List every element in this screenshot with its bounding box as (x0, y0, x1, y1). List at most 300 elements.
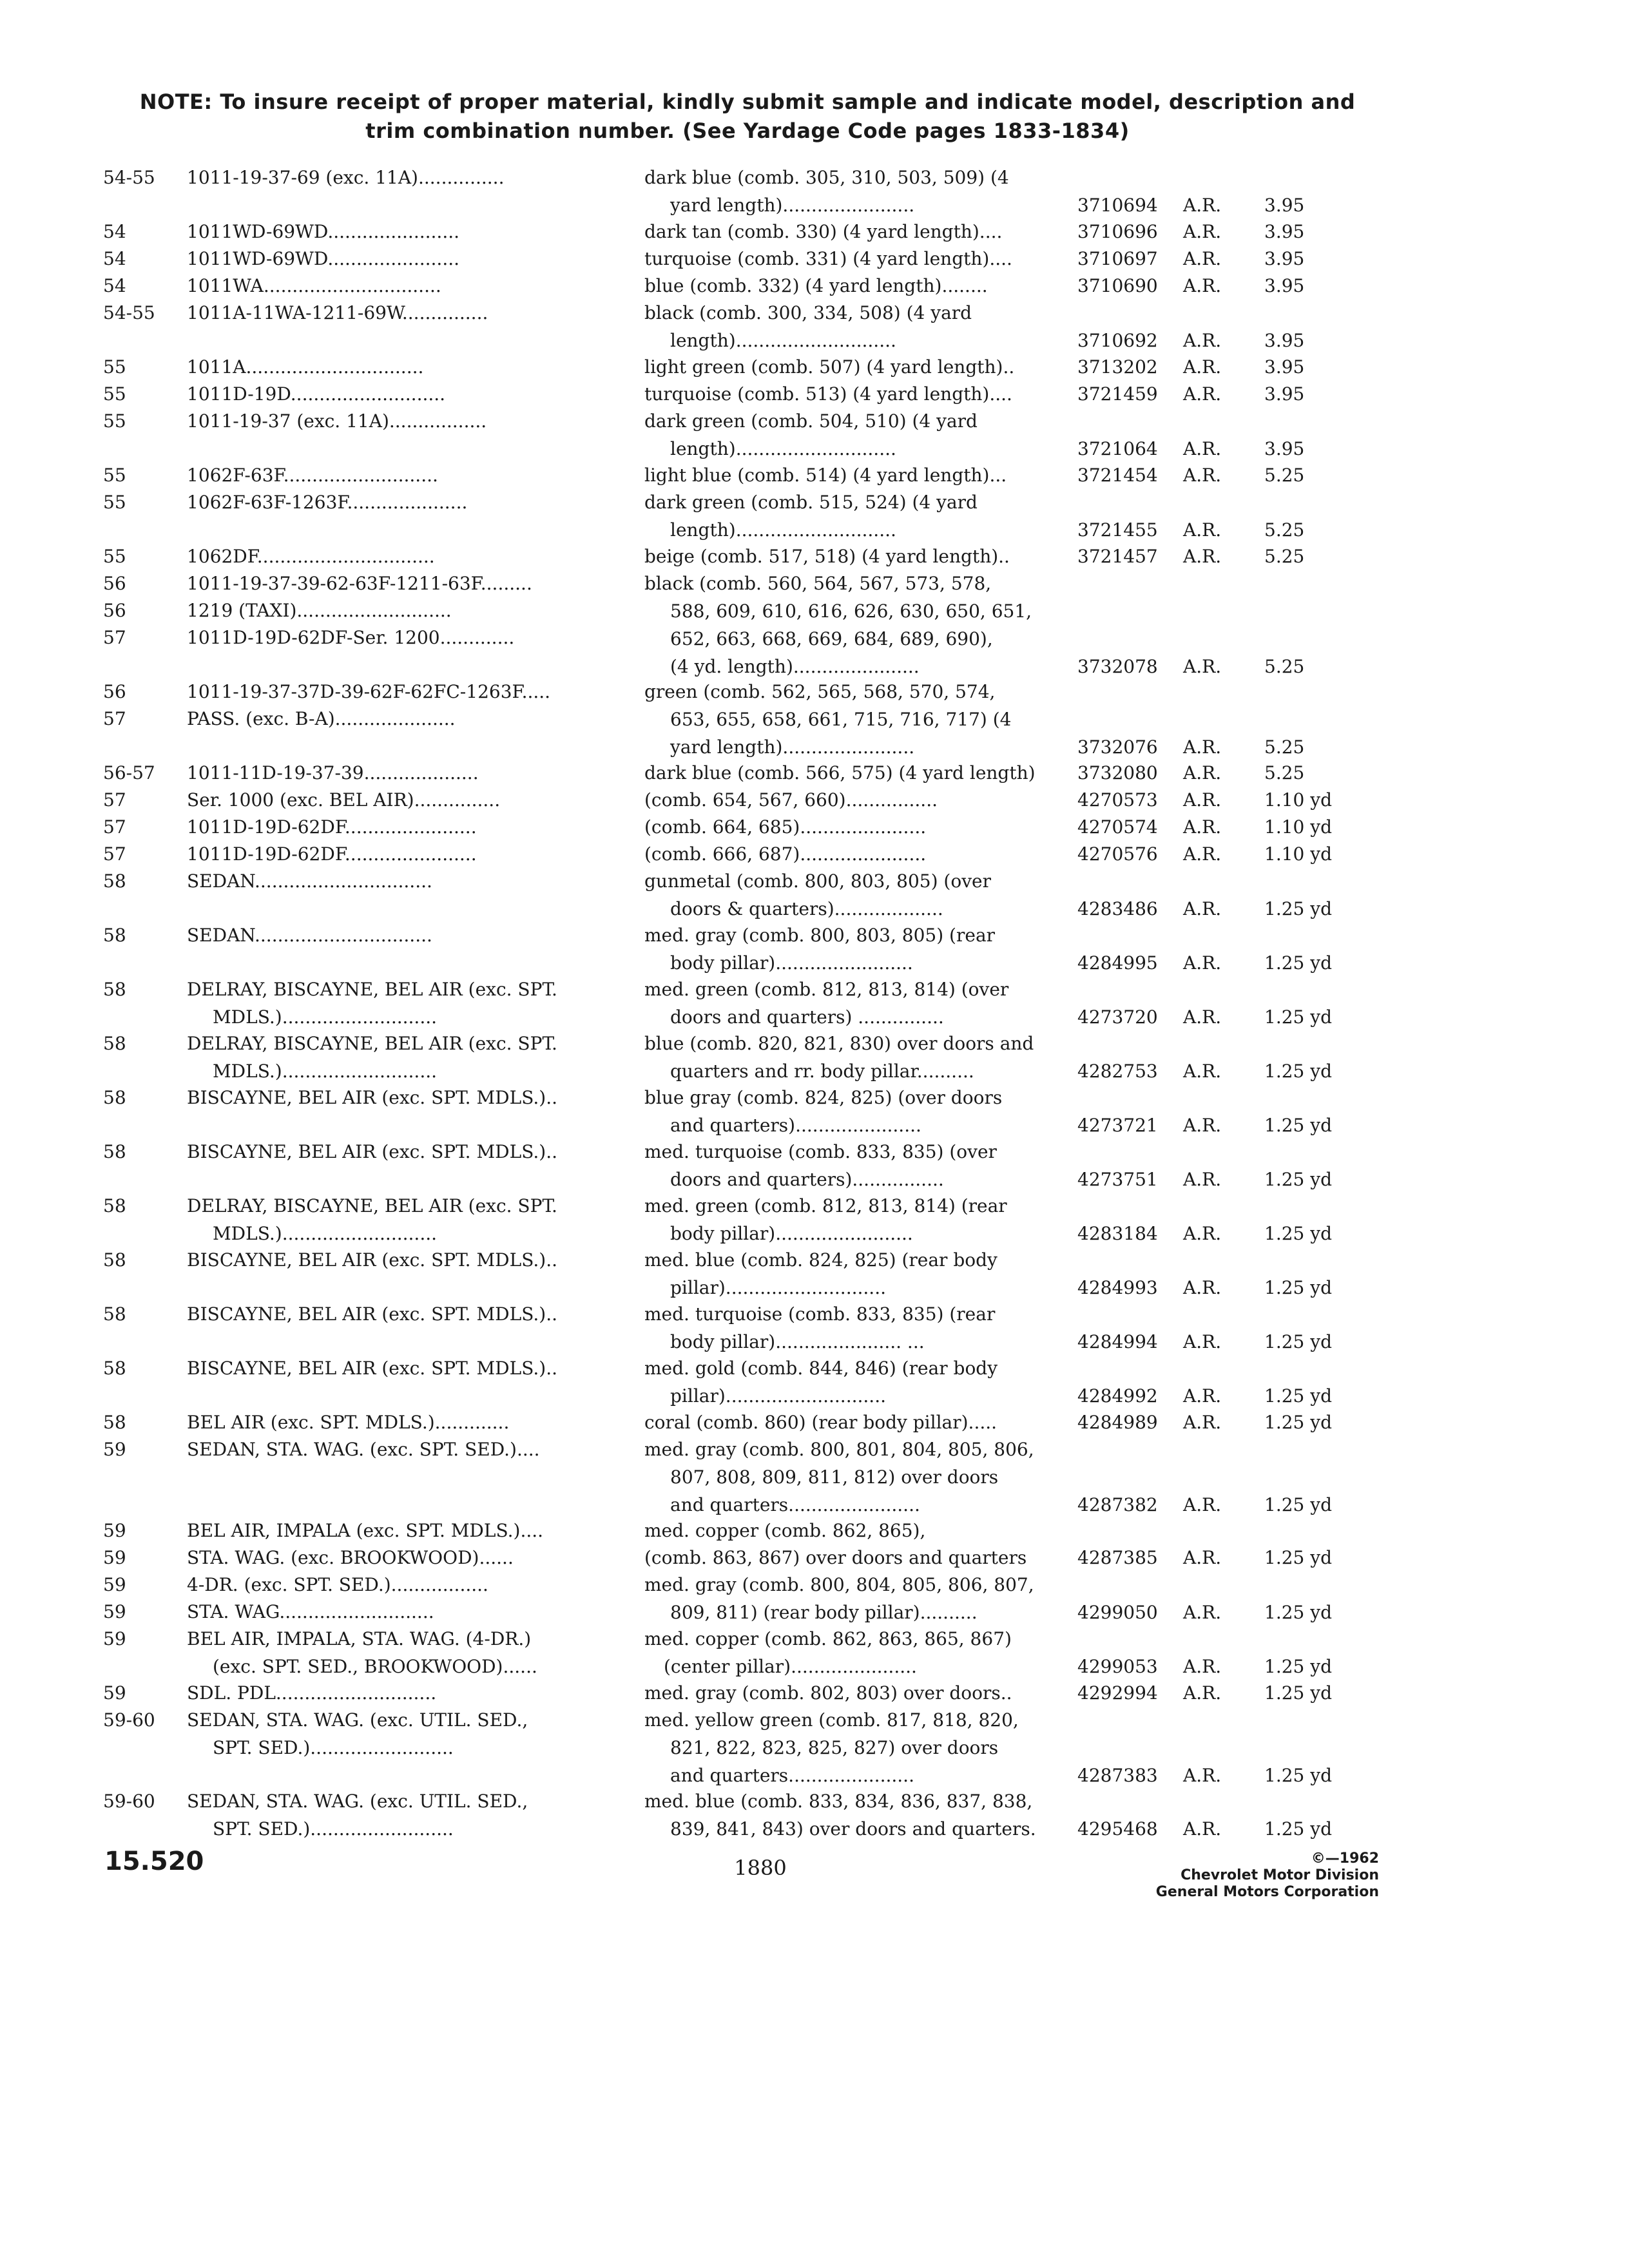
model-line: 1011D-19D........................... (187, 383, 446, 405)
price: 1.25 yd (1264, 1494, 1332, 1515)
description (644, 1300, 1070, 1356)
description (644, 1544, 1070, 1571)
price: 1.25 yd (1264, 1602, 1332, 1623)
model-designation (187, 1517, 593, 1544)
description (644, 921, 1070, 977)
model-line: BISCAYNE, BEL AIR (exc. SPT. MDLS.).. (187, 1141, 557, 1162)
quantity: A.R. (1183, 898, 1222, 919)
model-designation (187, 407, 593, 435)
description (644, 407, 1070, 463)
model-line: 1062DF............................... (187, 546, 435, 567)
model-line: MDLS.)........................... (213, 1061, 438, 1082)
model-year: 59-60 (103, 1791, 155, 1812)
model-designation (187, 1679, 593, 1707)
description (644, 570, 1070, 680)
part-number: 4270573 (1077, 789, 1158, 811)
model-line: STA. WAG........................... (187, 1601, 434, 1622)
model-line: PASS. (exc. B-A)..................... (187, 708, 456, 729)
model-year: 54-55 (103, 302, 155, 323)
quantity: A.R. (1183, 248, 1222, 269)
model-designation (187, 164, 593, 191)
description-line: (comb. 664, 685)...................... (644, 816, 927, 838)
model-designation (187, 1246, 593, 1274)
description-line: and quarters...................... (670, 1765, 914, 1786)
description (644, 1625, 1070, 1680)
model-designation (187, 1436, 593, 1463)
description-line: pillar)............................ (670, 1277, 887, 1298)
quantity: A.R. (1183, 356, 1222, 378)
division-name: Chevrolet Motor Division (1181, 1867, 1379, 1883)
quantity: A.R. (1183, 221, 1222, 242)
description (644, 272, 1070, 300)
quantity: A.R. (1183, 438, 1222, 459)
quantity: A.R. (1183, 1682, 1222, 1704)
model-line: 1011-19-37-37D-39-62F-62FC-1263F..... (187, 681, 551, 702)
price: 1.25 yd (1264, 1682, 1332, 1704)
model-line: SPT. SED.)......................... (213, 1818, 454, 1840)
description-line: med. yellow green (comb. 817, 818, 820, (644, 1709, 1019, 1731)
description (644, 1679, 1070, 1707)
part-number: 4287385 (1077, 1547, 1158, 1568)
description-line: dark blue (comb. 566, 575) (4 yard length) (644, 762, 1036, 783)
description (644, 1084, 1070, 1139)
part-number: 4270574 (1077, 816, 1158, 838)
description-line: 653, 655, 658, 661, 715, 716, 717) (4 (670, 709, 1012, 730)
model-designation (187, 299, 593, 327)
model-line: 1011WD-69WD....................... (187, 221, 460, 242)
model-year: 59 (103, 1682, 126, 1704)
price: 5.25 (1264, 762, 1305, 783)
part-number: 3732080 (1077, 762, 1158, 783)
quantity: A.R. (1183, 1006, 1222, 1028)
description-line: 807, 808, 809, 811, 812) over doors (670, 1466, 999, 1488)
publisher-block (1095, 1850, 1379, 1901)
description-line: coral (comb. 860) (rear body pillar)..... (644, 1412, 998, 1433)
description-line: (comb. 863, 867) over doors and quarters (644, 1547, 1027, 1568)
quantity: A.R. (1183, 1494, 1222, 1515)
price: 1.25 yd (1264, 1656, 1332, 1677)
description-line: 809, 811) (rear body pillar).......... (670, 1602, 978, 1623)
part-number: 4299050 (1077, 1602, 1158, 1623)
model-year: 58 (103, 1412, 126, 1433)
model-designation (187, 380, 593, 408)
quantity: A.R. (1183, 1602, 1222, 1623)
description (644, 164, 1070, 219)
model-line: 1011-11D-19-37-39.................... (187, 762, 479, 783)
model-designation (187, 840, 593, 868)
model-line: SPT. SED.)......................... (213, 1737, 454, 1758)
description-line: (4 yd. length)...................... (670, 656, 920, 677)
price: 1.25 yd (1264, 1115, 1332, 1136)
model-year: 57 (103, 816, 126, 838)
model-year: 56 (103, 681, 126, 702)
description (644, 786, 1070, 814)
model-line: 1011D-19D-62DF....................... (187, 816, 477, 838)
description-line: med. gray (comb. 800, 803, 805) (rear (644, 925, 996, 946)
model-year: 58 (103, 1033, 126, 1054)
model-designation (187, 1300, 593, 1328)
model-year: 58 (103, 925, 126, 946)
model-year: 58 (103, 1087, 126, 1108)
description-line: 821, 822, 823, 825, 827) over doors (670, 1737, 999, 1758)
model-year: 58 (103, 1195, 126, 1216)
price: 3.95 (1264, 438, 1305, 459)
model-designation (187, 813, 593, 841)
model-line: 1011-19-37-69 (exc. 11A)............... (187, 167, 505, 188)
description-line: body pillar)........................ (670, 952, 913, 974)
model-line: 1062F-63F-1263F..................... (187, 492, 468, 513)
part-number: 3721454 (1077, 465, 1158, 486)
description-line: length)............................ (670, 519, 896, 541)
model-year: 59 (103, 1439, 126, 1460)
description (644, 759, 1070, 787)
quantity: A.R. (1183, 1223, 1222, 1244)
part-number: 4295468 (1077, 1818, 1158, 1840)
model-line: BISCAYNE, BEL AIR (exc. SPT. MDLS.).. (187, 1358, 557, 1379)
description-line: turquoise (comb. 513) (4 yard length).... (644, 383, 1012, 405)
description-line: yard length)....................... (670, 736, 915, 758)
price: 3.95 (1264, 195, 1305, 216)
description (644, 678, 1070, 761)
quantity: A.R. (1183, 736, 1222, 758)
description-line: blue (comb. 820, 821, 830) over doors and (644, 1033, 1034, 1054)
description (644, 1192, 1070, 1247)
quantity: A.R. (1183, 1656, 1222, 1677)
model-designation (187, 786, 593, 814)
model-year: 55 (103, 492, 126, 513)
description-line: body pillar)........................ (670, 1223, 913, 1244)
model-year: 59 (103, 1547, 126, 1568)
description-line: length)............................ (670, 438, 896, 459)
model-year: 57 (103, 843, 126, 865)
model-line: BEL AIR, IMPALA, STA. WAG. (4-DR.) (187, 1628, 532, 1649)
model-line: (exc. SPT. SED., BROOKWOOD)...... (213, 1656, 537, 1677)
quantity: A.R. (1183, 789, 1222, 811)
description-line: (center pillar)...................... (664, 1656, 917, 1677)
quantity: A.R. (1183, 816, 1222, 838)
price: 5.25 (1264, 546, 1305, 567)
model-line: BEL AIR (exc. SPT. MDLS.)............. (187, 1412, 510, 1433)
description (644, 1571, 1070, 1626)
price: 1.25 yd (1264, 1061, 1332, 1082)
description-line: med. blue (comb. 824, 825) (rear body (644, 1249, 998, 1271)
description-line: med. gray (comb. 802, 803) over doors.. (644, 1682, 1012, 1704)
price: 1.25 yd (1264, 1223, 1332, 1244)
model-line: 1062F-63F........................... (187, 465, 438, 486)
quantity: A.R. (1183, 762, 1222, 783)
price: 3.95 (1264, 221, 1305, 242)
description (644, 299, 1070, 354)
model-designation (187, 1084, 593, 1111)
price: 1.25 yd (1264, 1818, 1332, 1840)
model-year: 58 (103, 979, 126, 1000)
corporation-name: General Motors Corporation (1155, 1884, 1379, 1900)
model-line: BISCAYNE, BEL AIR (exc. SPT. MDLS.).. (187, 1087, 557, 1108)
description-line: (comb. 654, 567, 660)................ (644, 789, 938, 811)
part-number: 3710694 (1077, 195, 1158, 216)
model-line: MDLS.)........................... (213, 1223, 438, 1244)
description (644, 1246, 1070, 1302)
model-year: 54 (103, 248, 126, 269)
model-designation (187, 1706, 593, 1762)
model-year: 59 (103, 1520, 126, 1541)
description (644, 1138, 1070, 1193)
price: 1.25 yd (1264, 1331, 1332, 1352)
description-line: 588, 609, 610, 616, 626, 630, 650, 651, (670, 601, 1032, 622)
description-line: doors & quarters)................... (670, 898, 943, 919)
model-designation (187, 759, 593, 787)
quantity: A.R. (1183, 843, 1222, 865)
description (644, 488, 1070, 544)
model-designation (187, 1598, 593, 1626)
price: 3.95 (1264, 248, 1305, 269)
copyright: ©—1962 (1311, 1850, 1379, 1867)
part-number: 4284994 (1077, 1331, 1158, 1352)
description-line: and quarters....................... (670, 1494, 920, 1515)
price: 3.95 (1264, 383, 1305, 405)
description (644, 1787, 1070, 1843)
model-line: 1011A............................... (187, 356, 424, 378)
part-number: 4270576 (1077, 843, 1158, 865)
model-designation (187, 1354, 593, 1382)
description-line: green (comb. 562, 565, 568, 570, 574, (644, 681, 996, 702)
model-year: 56-57 (103, 762, 155, 783)
price: 3.95 (1264, 275, 1305, 296)
price: 5.25 (1264, 519, 1305, 541)
model-year: 54 (103, 221, 126, 242)
part-number: 3713202 (1077, 356, 1158, 378)
part-number: 3732078 (1077, 656, 1158, 677)
description-line: black (comb. 300, 334, 508) (4 yard (644, 302, 972, 323)
quantity: A.R. (1183, 1061, 1222, 1082)
description-line: body pillar)...................... ... (670, 1331, 925, 1352)
model-line: DELRAY, BISCAYNE, BEL AIR (exc. SPT. (187, 1195, 557, 1216)
model-designation (187, 461, 593, 489)
model-designation (187, 272, 593, 300)
description (644, 1517, 1070, 1544)
quantity: A.R. (1183, 546, 1222, 567)
price: 5.25 (1264, 736, 1305, 758)
description-line: doors and quarters)................ (670, 1169, 944, 1190)
description-line: 652, 663, 668, 669, 684, 689, 690), (670, 628, 993, 649)
price: 3.95 (1264, 356, 1305, 378)
part-number: 4282753 (1077, 1061, 1158, 1082)
model-year: 58 (103, 1358, 126, 1379)
model-designation (187, 921, 593, 949)
model-line: DELRAY, BISCAYNE, BEL AIR (exc. SPT. (187, 1033, 557, 1054)
model-designation (187, 1625, 593, 1680)
description-line: med. turquoise (comb. 833, 835) (over (644, 1141, 997, 1162)
description-line: med. copper (comb. 862, 863, 865, 867) (644, 1628, 1012, 1649)
quantity: A.R. (1183, 1277, 1222, 1298)
quantity: A.R. (1183, 952, 1222, 974)
model-line: 1011-19-37 (exc. 11A)................. (187, 410, 487, 432)
description-line: med. blue (comb. 833, 834, 836, 837, 838, (644, 1791, 1033, 1812)
model-line: BISCAYNE, BEL AIR (exc. SPT. MDLS.).. (187, 1303, 557, 1325)
description (644, 867, 1070, 923)
model-designation (187, 597, 593, 624)
model-year: 57 (103, 789, 126, 811)
model-designation (187, 624, 593, 651)
model-year: 59 (103, 1601, 126, 1622)
description-line: beige (comb. 517, 518) (4 yard length).. (644, 546, 1010, 567)
part-number: 4284989 (1077, 1412, 1158, 1433)
page-note: NOTE: To insure receipt of proper material, kindly submit sample and indicate model, description and trim combination number. (See Yardage Code pages 1833-1834) (139, 90, 1356, 143)
description-line: pillar)............................ (670, 1385, 887, 1407)
description-line: light blue (comb. 514) (4 yard length)... (644, 465, 1007, 486)
price: 1.25 yd (1264, 1547, 1332, 1568)
price: 1.25 yd (1264, 952, 1332, 974)
price: 5.25 (1264, 465, 1305, 486)
quantity: A.R. (1183, 465, 1222, 486)
part-number: 4283486 (1077, 898, 1158, 919)
part-number: 3721459 (1077, 383, 1158, 405)
part-number: 4299053 (1077, 1656, 1158, 1677)
price: 1.25 yd (1264, 898, 1332, 919)
model-line: BISCAYNE, BEL AIR (exc. SPT. MDLS.).. (187, 1249, 557, 1271)
description (644, 218, 1070, 245)
description-line: med. gray (comb. 800, 804, 805, 806, 807, (644, 1574, 1034, 1595)
description-line: black (comb. 560, 564, 567, 573, 578, (644, 573, 992, 594)
price: 1.10 yd (1264, 789, 1332, 811)
part-number: 4283184 (1077, 1223, 1158, 1244)
price: 1.25 yd (1264, 1765, 1332, 1786)
model-line: 1011WA............................... (187, 275, 441, 296)
description-line: dark tan (comb. 330) (4 yard length).... (644, 221, 1003, 242)
model-designation (187, 975, 593, 1031)
model-designation (187, 543, 593, 570)
model-year: 55 (103, 546, 126, 567)
description (644, 1436, 1070, 1519)
description-line: blue gray (comb. 824, 825) (over doors (644, 1087, 1003, 1108)
price: 1.25 yd (1264, 1385, 1332, 1407)
description (644, 353, 1070, 381)
quantity: A.R. (1183, 275, 1222, 296)
part-number: 3721457 (1077, 546, 1158, 567)
model-designation (187, 1138, 593, 1166)
description-line: dark green (comb. 504, 510) (4 yard (644, 410, 978, 432)
model-year: 55 (103, 356, 126, 378)
description (644, 813, 1070, 841)
part-number: 3710697 (1077, 248, 1158, 269)
model-designation (187, 488, 593, 516)
model-year: 55 (103, 383, 126, 405)
price: 1.25 yd (1264, 1006, 1332, 1028)
description-line: (comb. 666, 687)...................... (644, 843, 927, 865)
quantity: A.R. (1183, 519, 1222, 541)
price: 1.10 yd (1264, 816, 1332, 838)
description-line: med. green (comb. 812, 813, 814) (rear (644, 1195, 1007, 1216)
description (644, 975, 1070, 1031)
description-line: med. green (comb. 812, 813, 814) (over (644, 979, 1009, 1000)
part-number: 3721455 (1077, 519, 1158, 541)
description (644, 461, 1070, 489)
description-line: med. copper (comb. 862, 865), (644, 1520, 926, 1541)
description (644, 1030, 1070, 1085)
part-number: 4273720 (1077, 1006, 1158, 1028)
part-number: 3710690 (1077, 275, 1158, 296)
model-year: 54 (103, 275, 126, 296)
description (644, 543, 1070, 570)
part-number: 4284993 (1077, 1277, 1158, 1298)
model-designation (187, 705, 593, 733)
model-line: 1011D-19D-62DF-Ser. 1200............. (187, 627, 515, 648)
part-number: 3732076 (1077, 736, 1158, 758)
model-line: STA. WAG. (exc. BROOKWOOD)...... (187, 1547, 514, 1568)
quantity: A.R. (1183, 1765, 1222, 1786)
price: 5.25 (1264, 656, 1305, 677)
price: 1.25 yd (1264, 1277, 1332, 1298)
quantity: A.R. (1183, 330, 1222, 351)
description-line: doors and quarters) ............... (670, 1006, 944, 1028)
description-line: 839, 841, 843) over doors and quarters. (670, 1818, 1036, 1840)
model-line: 1011-19-37-39-62-63F-1211-63F......... (187, 573, 532, 594)
description-line: med. gold (comb. 844, 846) (rear body (644, 1358, 998, 1379)
part-number: 3710692 (1077, 330, 1158, 351)
model-year: 59-60 (103, 1709, 155, 1731)
part-number: 4287383 (1077, 1765, 1158, 1786)
model-line: SDL. PDL............................ (187, 1682, 437, 1704)
model-year: 58 (103, 1141, 126, 1162)
price: 1.10 yd (1264, 843, 1332, 865)
model-year: 58 (103, 870, 126, 892)
model-designation (187, 218, 593, 245)
model-line: DELRAY, BISCAYNE, BEL AIR (exc. SPT. (187, 979, 557, 1000)
price: 3.95 (1264, 330, 1305, 351)
part-number: 4284995 (1077, 952, 1158, 974)
description (644, 1706, 1070, 1789)
model-designation (187, 867, 593, 895)
part-number: 3721064 (1077, 438, 1158, 459)
model-designation (187, 570, 593, 597)
model-line: 1011A-11WA-1211-69W............... (187, 302, 488, 323)
part-number: 4292994 (1077, 1682, 1158, 1704)
model-designation (187, 245, 593, 273)
description-line: dark blue (comb. 305, 310, 503, 509) (4 (644, 167, 1009, 188)
quantity: A.R. (1183, 1547, 1222, 1568)
model-line: 4-DR. (exc. SPT. SED.)................. (187, 1574, 488, 1595)
description (644, 840, 1070, 868)
part-number: 4273721 (1077, 1115, 1158, 1136)
quantity: A.R. (1183, 1412, 1222, 1433)
model-designation (187, 1571, 593, 1599)
model-year: 57 (103, 627, 126, 648)
description-line: blue (comb. 332) (4 yard length)........ (644, 275, 988, 296)
quantity: A.R. (1183, 383, 1222, 405)
description-line: gunmetal (comb. 800, 803, 805) (over (644, 870, 991, 892)
model-line: SEDAN, STA. WAG. (exc. UTIL. SED., (187, 1791, 528, 1812)
model-year: 56 (103, 573, 126, 594)
model-designation (187, 1030, 593, 1085)
model-line: SEDAN............................... (187, 925, 432, 946)
model-designation (187, 353, 593, 381)
description-line: yard length)....................... (670, 195, 915, 216)
quantity: A.R. (1183, 1331, 1222, 1352)
model-year: 56 (103, 600, 126, 621)
model-line: 1011D-19D-62DF....................... (187, 843, 477, 865)
description (644, 1354, 1070, 1410)
model-line: SEDAN............................... (187, 870, 432, 892)
part-number: 3710696 (1077, 221, 1158, 242)
description-line: light green (comb. 507) (4 yard length).. (644, 356, 1015, 378)
quantity: A.R. (1183, 195, 1222, 216)
quantity: A.R. (1183, 1169, 1222, 1190)
part-number: 4284992 (1077, 1385, 1158, 1407)
model-line: 1011WD-69WD....................... (187, 248, 460, 269)
page-number: 1880 (734, 1856, 787, 1880)
model-line: MDLS.)........................... (213, 1006, 438, 1028)
model-year: 54-55 (103, 167, 155, 188)
